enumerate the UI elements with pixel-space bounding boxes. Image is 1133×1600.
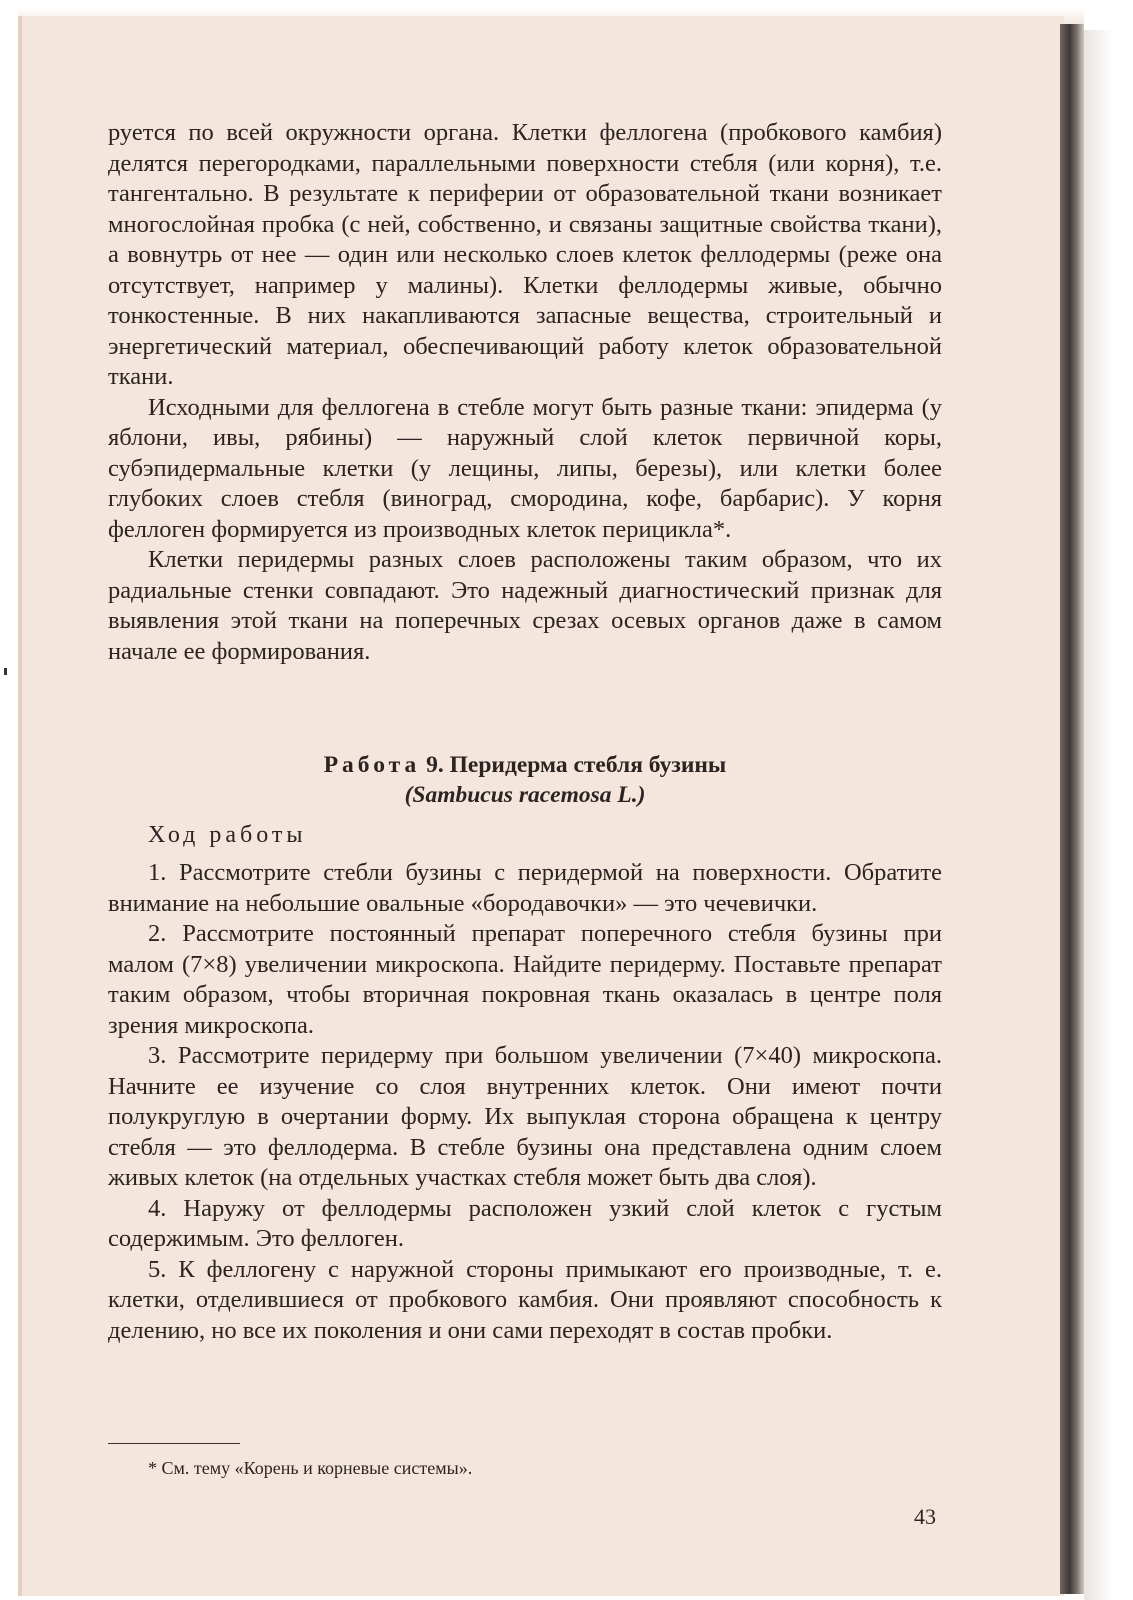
footnote-rule [108, 1443, 240, 1444]
section-heading [108, 750, 942, 810]
background-margin [1084, 30, 1133, 1600]
step-3: 3. Рассмотрите перидерму при большом увеличении (7×40) микроскопа. Начните ее изучение со слоя внутренних клеток. Они имеют почти полукруглую в очертании форму. Их выпуклая сторона обращена к центру стебля — это феллодерма. В стебле бузины она представлена одним слоем живых клеток (на отдельных участках стебля может быть два слоя). [108, 1042, 942, 1191]
page-number: 43 [914, 1504, 936, 1529]
step-4: 4. Наружу от феллодермы расположен узкий слой клеток с густым содержимым. Это феллоген. [108, 1194, 942, 1252]
step-5: 5. К феллогену с наружной стороны примыкают его производные, т. е. клетки, отделившиеся от пробкового камбия. Они проявляют способность к делению, но все их поколения и они сами переходят в состав пробки. [108, 1255, 942, 1344]
page-stack-edge [1060, 24, 1084, 1594]
step-1: 1. Рассмотрите стебли бузины с перидермой на поверхности. Обратите внимание на небольшие овальные «бородавочки» — это чечевички. [108, 859, 942, 917]
margin-mark [4, 668, 7, 675]
footnote: * См. тему «Корень и корневые системы». [148, 1458, 473, 1478]
procedure-subheading: Ход работы [148, 822, 307, 848]
paragraph-1: руется по всей окружности органа. Клетки феллогена (пробкового камбия) делятся перегородками, параллельными поверхности стебля (или корня), т.е. тангентально. В результате к периферии от образовательной ткани возникает многослойная пробка (с ней, собственно, и связаны защитные свойства ткани), а вовнутрь от нее — один или несколько слоев клеток феллодермы (реже она отсутствует, например у малины). Клетки феллодермы живые, обычно тонкостенные. В них накапливаются запасные вещества, строительный и энергетический материал, обеспечивающий работу клеток образовательной ткани. [108, 119, 942, 390]
paragraph-2: Исходными для феллогена в стебле могут быть разные ткани: эпидерма (у яблони, ивы, рябины) — наружный слой клеток первичной коры, субэпидермальные клетки (у лещины, липы, березы), или клетки более глубоких слоев стебля (виноград, смородина, кофе, барбарис). У корня феллоген формируется из производных клеток перицикла*. [108, 393, 942, 543]
step-2: 2. Рассмотрите постоянный препарат поперечного стебля бузины при малом (7×8) увеличении микроскопа. Найдите перидерму. Поставьте препарат таким образом, чтобы вторичная покровная ткань оказалась в центре поля зрения микроскопа. [108, 920, 942, 1039]
procedure-steps [108, 858, 942, 1346]
heading-line-1 [108, 750, 942, 780]
heading-title: 9. Перидерма стебля бузины [420, 752, 727, 778]
body-text [108, 118, 942, 667]
heading-work-label: Работа [323, 752, 421, 778]
heading-latin-name: (Sambucus racemosa L.) [404, 782, 646, 808]
paragraph-3: Клетки перидермы разных слоев расположены таким образом, что их радиальные стенки совпадают. Это надежный диагностический признак для выявления этой ткани на поперечных срезах осевых органов даже в самом начале ее формирования. [108, 546, 942, 665]
